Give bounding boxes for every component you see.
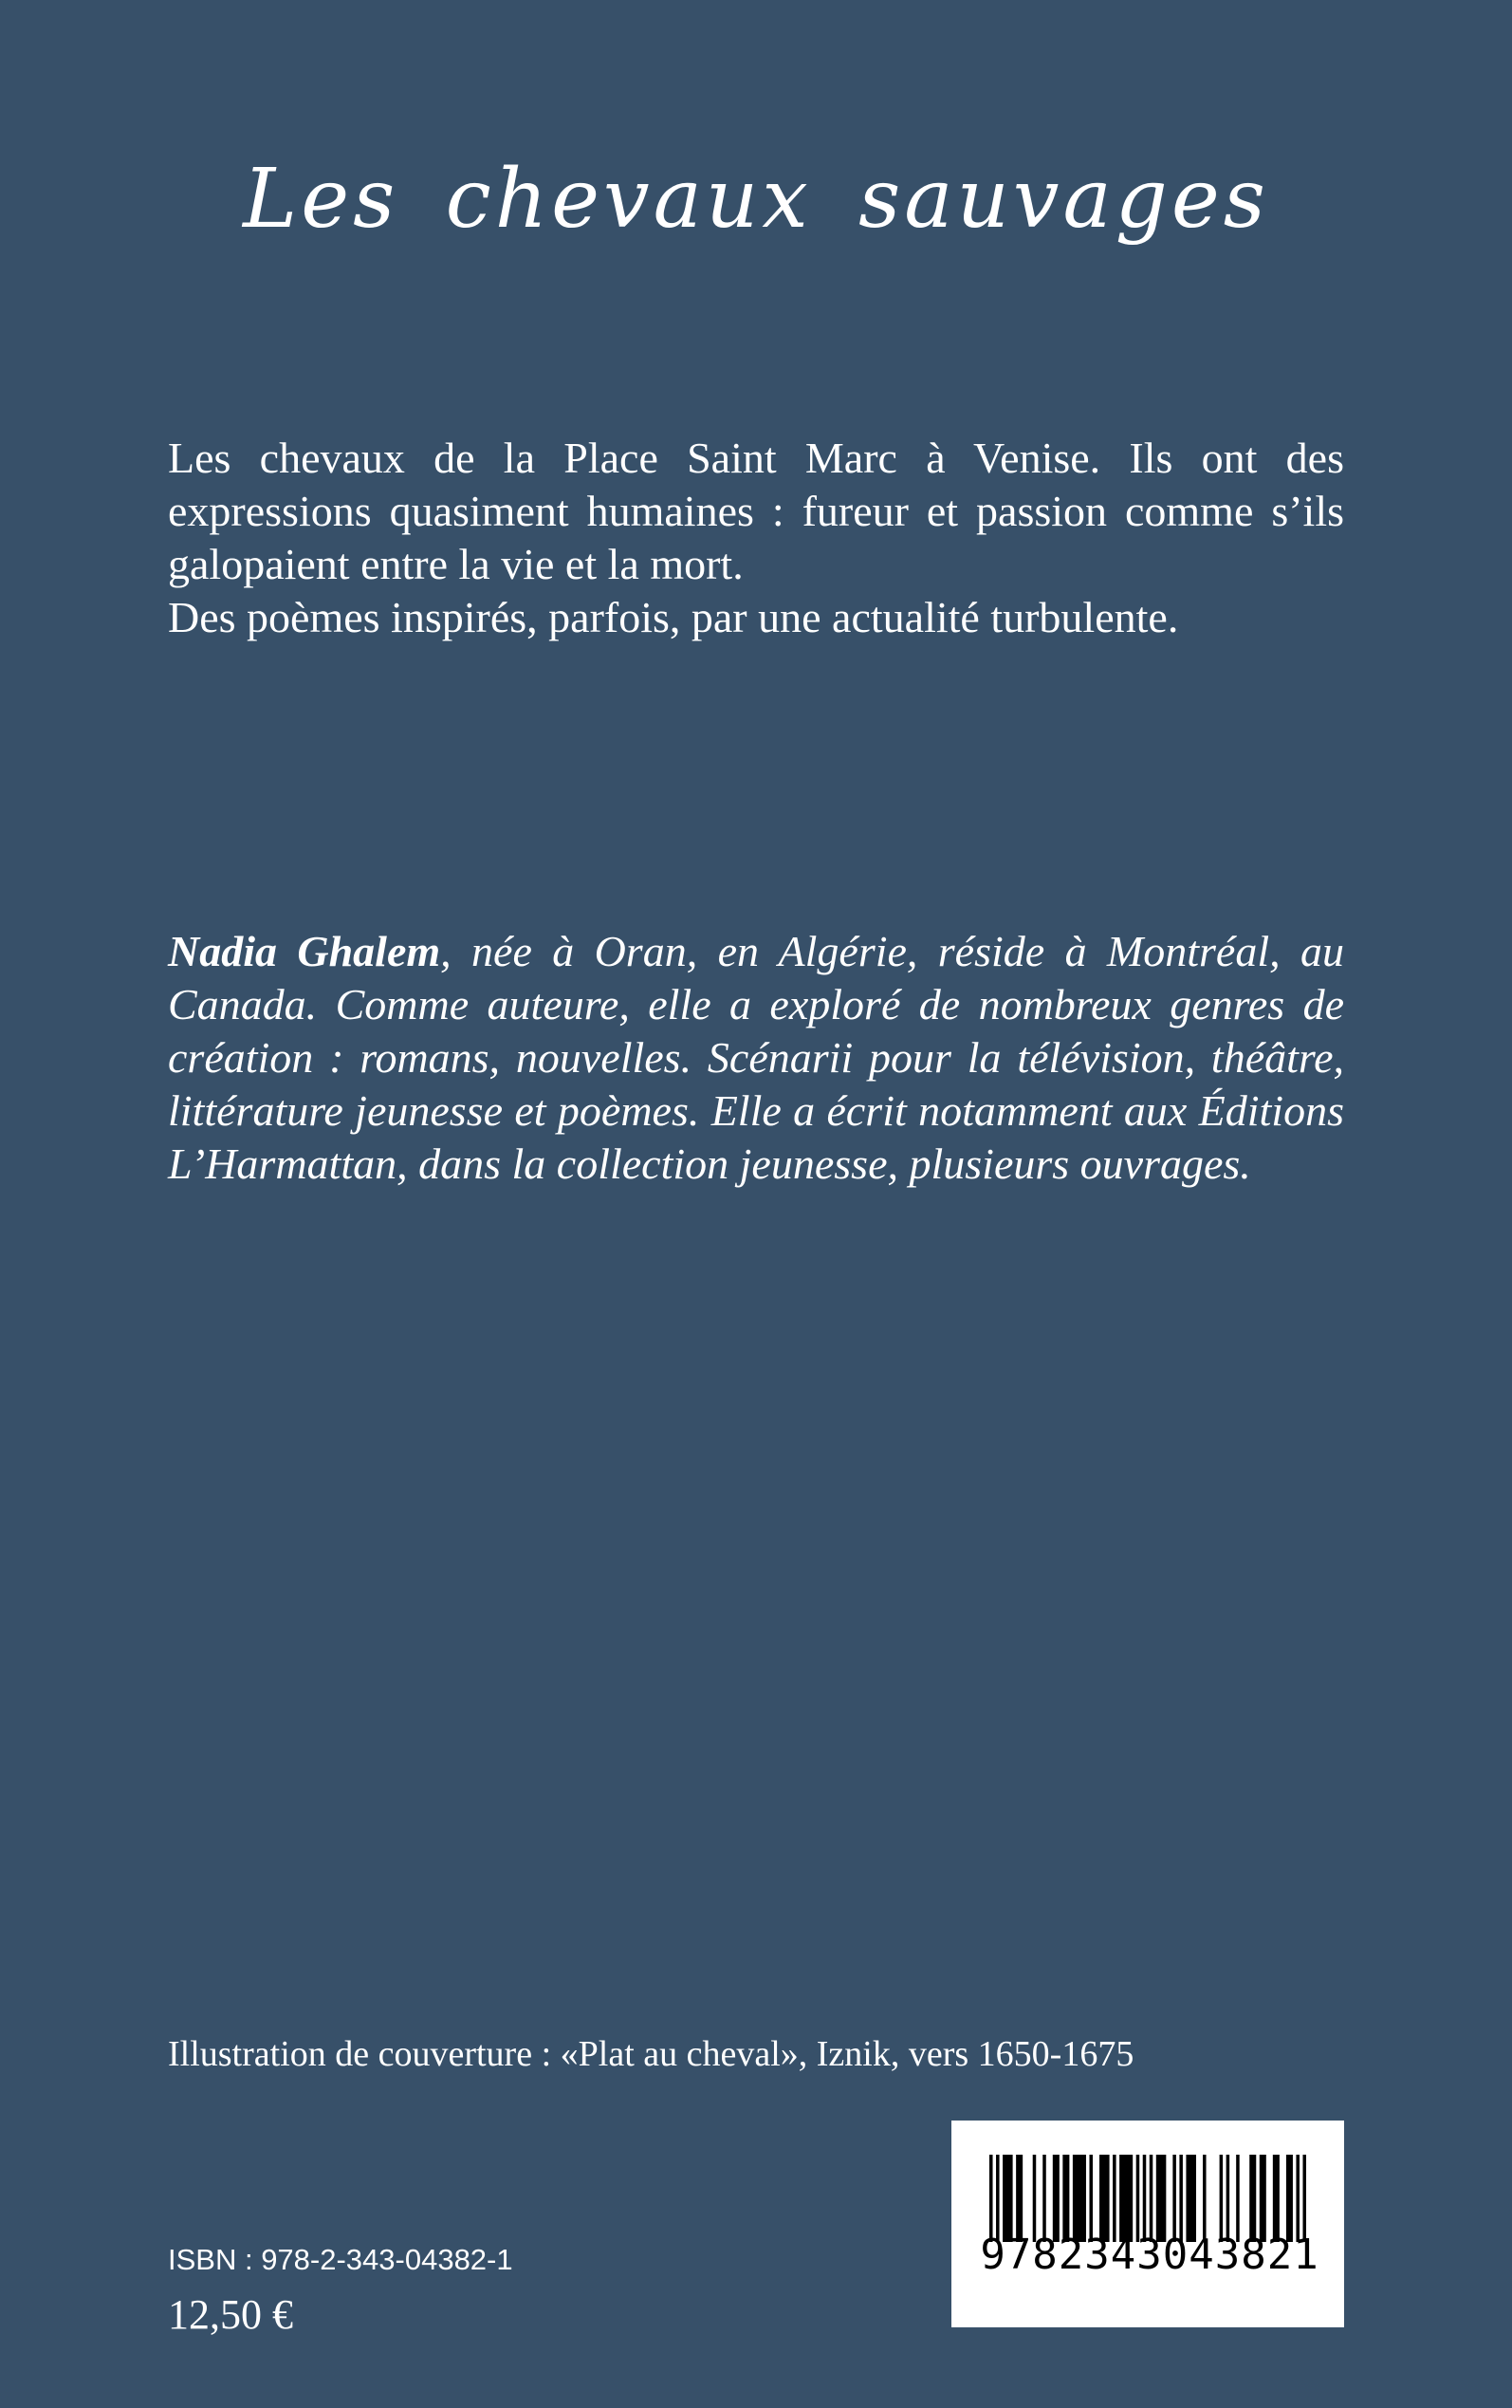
barcode-bar: [1053, 2155, 1060, 2242]
barcode-bar: [1186, 2155, 1196, 2242]
barcode-bars: [989, 2155, 1306, 2242]
barcode-bar: [1003, 2155, 1013, 2242]
isbn: ISBN : 978-2-343-04382-1: [168, 2243, 513, 2276]
barcode-bar: [1042, 2155, 1046, 2242]
barcode-bar: [1089, 2155, 1093, 2242]
blurb-paragraph: Des poèmes inspirés, parfois, par une actualité turbulente.: [168, 593, 1179, 641]
barcode-bar: [1220, 2155, 1224, 2242]
barcode-bar: [1260, 2155, 1266, 2242]
barcode-bar: [1249, 2155, 1256, 2242]
barcode-bar: [1172, 2155, 1176, 2242]
price: 12,50 €: [168, 2291, 293, 2338]
illustration-credit: Illustration de couverture : «Plat au cheval», Iznik, vers 1650-1675: [168, 2034, 1134, 2074]
author-bio: [168, 925, 1344, 1191]
barcode-digits: 9782343043821: [980, 2231, 1319, 2279]
barcode-bar: [1073, 2155, 1086, 2242]
barcode-bar: [989, 2155, 993, 2242]
barcode-bar: [1179, 2155, 1183, 2242]
barcode-bar: [996, 2155, 1000, 2242]
barcode-bar: [1302, 2155, 1306, 2242]
barcode-bar: [1136, 2155, 1140, 2242]
author-name: Nadia Ghalem: [168, 927, 441, 975]
barcode: [951, 2121, 1344, 2327]
barcode-bar: [1296, 2155, 1300, 2242]
barcode-bar: [1226, 2155, 1230, 2242]
barcode-bar: [1273, 2155, 1280, 2242]
barcode-bar: [1062, 2155, 1069, 2242]
barcode-bar: [1203, 2155, 1207, 2242]
barcode-bar: [1099, 2155, 1110, 2242]
barcode-bar: [1033, 2155, 1037, 2242]
barcode-bar: [1113, 2155, 1116, 2242]
barcode-bar: [1156, 2155, 1167, 2242]
barcode-bar: [1143, 2155, 1147, 2242]
barcode-bar: [1016, 2155, 1023, 2242]
blurb-paragraph: Les chevaux de la Place Saint Marc à Venise. Ils ont des expressions quasiment humaines : fureur et passion comme s’ils galopaient entre la vie et la mort.: [168, 434, 1344, 588]
barcode-bar: [1286, 2155, 1293, 2242]
barcode-bar: [1236, 2155, 1240, 2242]
barcode-bar: [1119, 2155, 1133, 2242]
author-bio-text: , née à Oran, en Algérie, réside à Montréal, au Canada. Comme auteure, elle a exploré de nombreux genres de création : romans, nouvelles. Scénarii pour la télévision, théâtre, littérature jeunesse et poèmes. Elle a écrit notamment aux Éditions L’Harmattan, dans la collection jeunesse, plusieurs ouvrages.: [168, 927, 1344, 1188]
book-blurb: [168, 432, 1344, 644]
book-title: Les chevaux sauvages: [243, 152, 1269, 247]
barcode-bar: [1150, 2155, 1153, 2242]
